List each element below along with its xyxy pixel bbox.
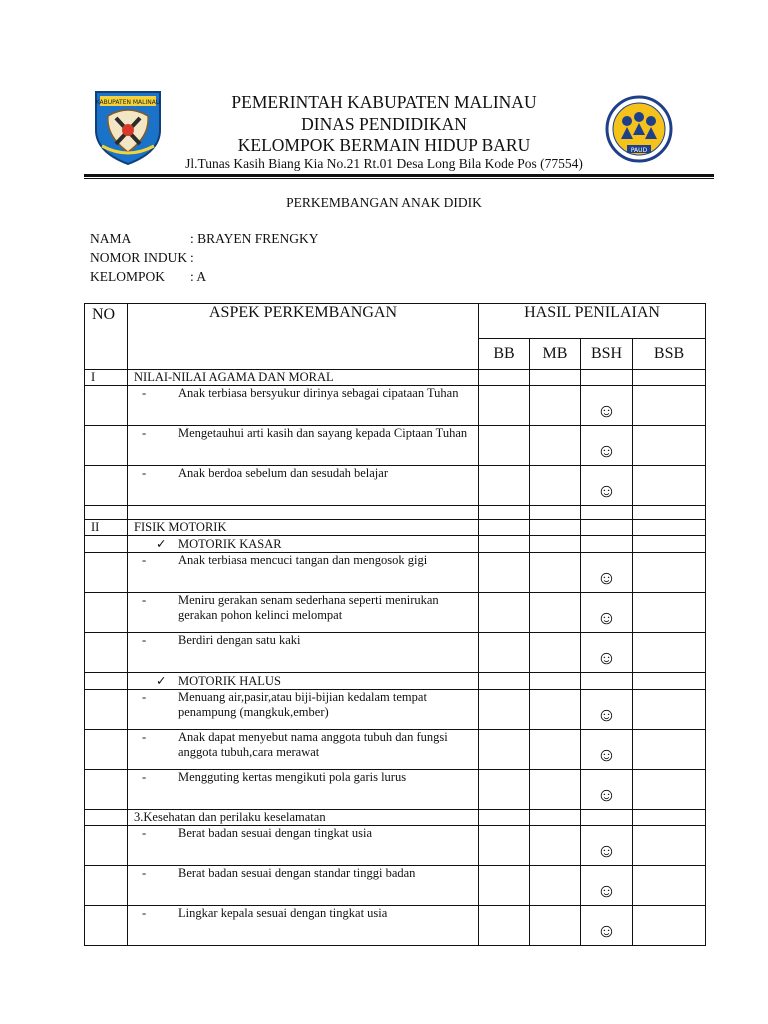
aspect-text: Berdiri dengan satu kaki (178, 633, 301, 647)
grade-bsb: BSB (633, 339, 706, 370)
smiley-icon: ☺ (581, 866, 633, 906)
assessment-table (84, 303, 706, 946)
smiley-icon: ☺ (581, 386, 633, 426)
checkmark-icon: ✓ (156, 674, 167, 688)
aspect-text: Meniru gerakan senam sederhana seperti menirukan gerakan pohon kelinci melompat (178, 593, 439, 622)
info-nama (90, 231, 319, 247)
dash-bullet: - (142, 386, 147, 400)
section-row (85, 520, 706, 536)
smiley-icon: ☺ (581, 906, 633, 946)
header-line-2: DINAS PENDIDIKAN (301, 114, 467, 134)
table-row (85, 386, 706, 426)
dash-bullet: - (142, 593, 147, 607)
smiley-icon: ☺ (581, 633, 633, 673)
aspect-text: Anak terbiasa bersyukur dirinya sebagai cipataan Tuhan (178, 386, 459, 400)
dash-bullet: - (142, 553, 147, 567)
table-row (85, 690, 706, 730)
table-row (85, 633, 706, 673)
subsection-title: 3.Kesehatan dan perilaku keselamatan (128, 810, 479, 826)
info-kelompok (90, 269, 206, 285)
header-address: Jl.Tunas Kasih Biang Kia No.21 Rt.01 Desa Long Bila Kode Pos (77554) (185, 156, 583, 171)
table-row (85, 770, 706, 810)
dash-bullet: - (142, 730, 147, 744)
aspect-text: Mengguting kertas mengikuti pola garis lurus (178, 770, 407, 784)
smiley-icon: ☺ (581, 466, 633, 506)
table-row (85, 553, 706, 593)
subsection-title: MOTORIK HALUS (178, 674, 281, 688)
dash-bullet: - (142, 690, 147, 704)
dash-bullet: - (142, 906, 147, 920)
aspect-text: Berat badan sesuai dengan tingkat usia (178, 826, 373, 840)
section-title: FISIK MOTORIK (128, 520, 479, 536)
aspect-text: Berat badan sesuai dengan standar tinggi badan (178, 866, 416, 880)
aspect-text: Anak berdoa sebelum dan sesudah belajar (178, 466, 388, 480)
table-row (85, 730, 706, 770)
table-row (85, 866, 706, 906)
header-line-1: PEMERINTAH KABUPATEN MALINAU (231, 92, 537, 112)
dash-bullet: - (142, 770, 147, 784)
smiley-icon: ☺ (581, 593, 633, 633)
nomor-induk-value: : (190, 250, 194, 265)
kelompok-value: : A (190, 269, 207, 284)
document-title: PERKEMBANGAN ANAK DIDIK (286, 195, 482, 210)
table-row (85, 826, 706, 866)
dash-bullet: - (142, 826, 147, 840)
header-hasil: HASIL PENILAIAN (479, 304, 706, 339)
header-no: NO (85, 304, 128, 370)
aspect-text: Anak dapat menyebut nama anggota tubuh dan fungsi anggota tubuh,cara merawat (178, 730, 448, 759)
header-aspek: ASPEK PERKEMBANGAN (128, 304, 479, 370)
smiley-icon: ☺ (581, 730, 633, 770)
table-row (85, 426, 706, 466)
aspect-text: Lingkar kepala sesuai dengan tingkat usia (178, 906, 388, 920)
aspect-text: Menuang air,pasir,atau biji-bijian kedalam tempat penampung (mangkuk,ember) (178, 690, 427, 719)
section-title: NILAI-NILAI AGAMA DAN MORAL (128, 370, 479, 386)
right-logo-text: PAUD (630, 147, 648, 154)
subsection-row (85, 673, 706, 690)
subsection-row (85, 536, 706, 553)
checkmark-icon: ✓ (156, 537, 167, 551)
left-logo-text: KABUPATEN MALINAU (95, 99, 161, 106)
table-row (85, 593, 706, 633)
smiley-icon: ☺ (581, 553, 633, 593)
nama-value: : BRAYEN FRENGKY (190, 231, 319, 246)
section-number: I (85, 370, 128, 386)
table-row (85, 906, 706, 946)
subsection-title: MOTORIK KASAR (178, 537, 282, 551)
kelompok-label: KELOMPOK (90, 269, 166, 284)
smiley-icon: ☺ (581, 426, 633, 466)
section-row (85, 370, 706, 386)
spacer-row (85, 506, 706, 520)
dash-bullet: - (142, 426, 147, 440)
nomor-induk-label: NOMOR INDUK (90, 250, 188, 265)
grade-mb: MB (530, 339, 581, 370)
dash-bullet: - (142, 466, 147, 480)
header-rule-thick (84, 174, 714, 177)
info-nomor-induk (90, 250, 194, 266)
section-number: II (85, 520, 128, 536)
grade-bsh: BSH (581, 339, 633, 370)
subsection-row (85, 810, 706, 826)
smiley-icon: ☺ (581, 690, 633, 730)
nama-label: NAMA (90, 231, 132, 246)
dash-bullet: - (142, 633, 147, 647)
smiley-icon: ☺ (581, 770, 633, 810)
grade-bb: BB (479, 339, 530, 370)
table-row (85, 466, 706, 506)
header-line-3: KELOMPOK BERMAIN HIDUP BARU (237, 135, 531, 155)
header-rule-thin (84, 178, 714, 179)
dash-bullet: - (142, 866, 147, 880)
aspect-text: Anak terbiasa mencuci tangan dan mengosok gigi (178, 553, 428, 567)
smiley-icon: ☺ (581, 826, 633, 866)
aspect-text: Mengetauhui arti kasih dan sayang kepada Ciptaan Tuhan (178, 426, 468, 440)
